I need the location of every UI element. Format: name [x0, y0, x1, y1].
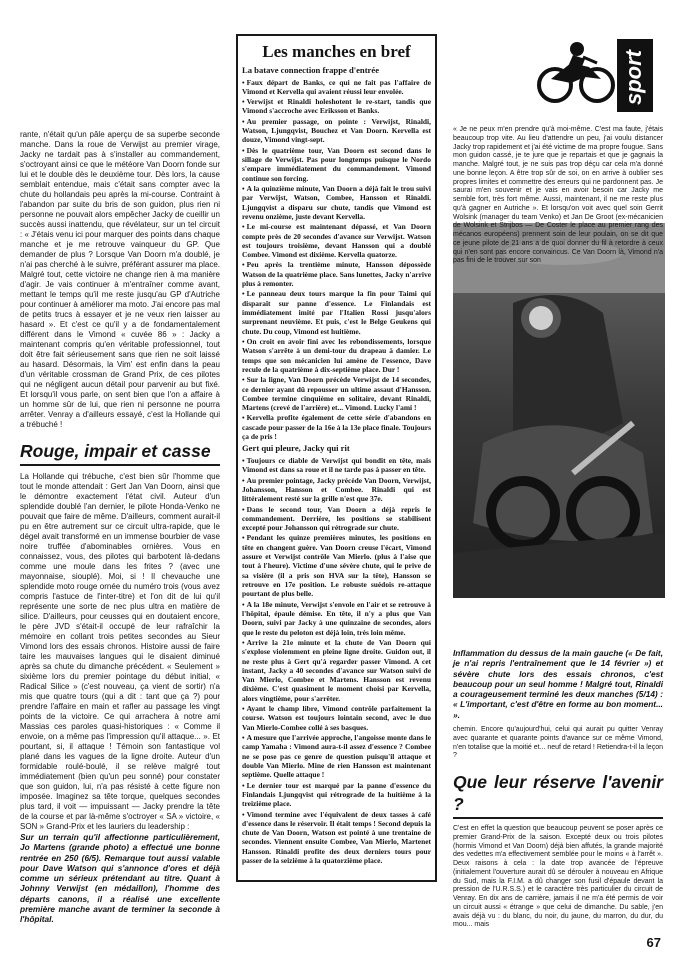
brief-item: • A la quinzième minute, Van Doorn a déjà fait le trou suivi par Verwijst, Watson, Combee, Hansson et Rinaldi. Ljungqvist a disparu sur chute, tandis que Vimond est revenu onzième, juste devant Kervella. — [242, 183, 431, 221]
brief-item: • Peu après la trentième minute, Hansson dépossède Watson de la quatrième place. Sans lunettes, Jacky n'arrive plus à remonter. — [242, 260, 431, 289]
brief-item: • Le dernier tour est marqué par la panne d'essence du Finlandais Ljungqvist qui rétrograde de la huitième à la treizième place. — [242, 780, 431, 809]
sport-logo — [531, 39, 655, 112]
brief-item: • Kervella profite également de cette série d'abandons en cascade pour passer de la 16e à la 13e place finale. Toujours ça de pris ! — [242, 413, 431, 442]
brief-item: • Au premier pointage, Jacky précède Van Doorn, Verwijst, Johansson, Hansson et Combee. Rinaldi qui est littéralement resté sur la grille n'est que 37e. — [242, 475, 431, 504]
sidebar-box-manches — [236, 34, 437, 882]
right-mid-paragraph: chemin. Encore qu'aujourd'hui, celui qui aurait pu quitter Venray avec quarante et quarante points d'avance sur ce même Vimond, n'en totalise que la moitié et... neuf de retard ! Retiendra-t-il la leçon ? — [453, 726, 663, 760]
brief-item: • Verwijst et Rinaldi holeshotent le re-start, tandis que Vimond s'accroche avec Eriksson et Banks. — [242, 97, 431, 116]
brief-item: • Ayant le champ libre, Vimond contrôle parfaitement la course. Watson est toujours lointain second, avec le duo Van Mierlo-Combee collé à ses basques. — [242, 704, 431, 732]
right-column — [453, 126, 663, 930]
page-number: 67 — [646, 935, 661, 950]
left-photo-caption: Sur un terrain qu'il affectionne particulièrement, Jo Martens (grande photo) a effectué une bonne rentrée en 250 (6/5). Remarque tout aussi valable pour Dave Watson qui s'annonce d'ores et déjà comme un sérieux prétendant au titre. Quant à Johnny Verwijst (en médaillon), l'homme des départs canons, il a réalisé une excellente première manche avant de terminer la seconde à l'hôpital. — [20, 832, 220, 925]
left-section-paragraph: La Hollande qui trébuche, c'est bien sûr l'homme que tout le monde attendait : Gert Jan Van Doorn, ainsi que le démontre exactement l'état civil. Auteur d'un splendide doublé l'an dernier, le pilote Honda-Venko ne pouvait que faire de même. D'ailleurs, comment aurait-il pu en être autrement sur ce circuit ultra-rapide, que le dégel avait transformé en un immense bourbier de vase noire truffée d'abominables ornières. Vous en connaissez, vous, des pilotes qui barbotent là-dedans comme une moule dans les frites ? (avec une mayonnaise, siouplé). Moi, si ! Il chevauche une splendide moto rouge ornée du numéro trois (vous avez compris l'astuce de l'inter-titre) et l'on dit de lui qu'il représente une sorte de nec plus ultra en matière de silice. D'ailleurs, pour ceusses qui en doutaient encore, le père JVD s'était-il occupé de leur rafraîchir la mémoire en collant trois petites secondes au Sieur Vimond lors des essais chronos. Histoire aussi de faire taire les mauvaises langues qui le disaient diminué après sa chute du dimanche précédent. « Seulement » sixième lors du premier pointage du début initial, « Radical Silice » (c'est nouveau, ça vient de sortir) n'a mis que quatre tours (qui a dit : tant que ça ?) pour prendre l'affaire en main et rafler au passage les vingt points de la victoire. Ce qui arrachera à notre ami Massias ces paroles quasi-historiques : « Comme il envoie, on a même pas l'impression qu'il attaque... ». Et pourtant, si, il attaque ! Témoin son fantastique vol plané dans les vagues de la ligne droite. Auteur d'un formidable roulé-boulé, il se relève malgré tout immédiatement (bien qu'un peu sonné) pour constater que son guidon, lui, n'a pas résisté à cette figure non imposée. Imaginez sa tête torque, quelques secondes plus tard, il voit — impuissant — Jacky prendre la tête de la course et par là-même s'octroyer « SA » victoire, « SON » Grand-Prix et les lauriers du leadership : — [20, 472, 220, 831]
section-title-rouge: Rouge, impair et casse — [20, 440, 220, 466]
box-title: Les manches en bref — [262, 42, 411, 61]
subsection-heading-2: Gert qui pleure, Jacky qui rit — [242, 443, 350, 454]
brief-item: • Sur la ligne, Van Doorn précède Verwijst de 14 secondes, ce dernier ayant dû repousser un ultime assaut d'Hansson. Combee termine cinquième en solitaire, devant Rinaldi, Martens (crevé de l'arrière) et... Vimond. Lucky l'ami ! — [242, 375, 431, 413]
brief-item: • On croit en avoir fini avec les rebondissements, lorsque Watson s'arrête à un demi-tour du drapeau à damier. Le temps que son mécanicien lui amène de l'essence, Dave recule de la quatrième à dix-septième place. Dur ! — [242, 336, 431, 374]
brief-item: • Dans le second tour, Van Doorn a déjà repris le commandement. Derrière, les positions se stabilisent excepté pour Johansson qui rétrograde sur chute. — [242, 504, 431, 533]
brief-item: • Toujours ce diable de Verwijst qui bondit en tête, mais Vimond est dans sa roue et il ne tarde pas à passer en tête. — [242, 455, 431, 475]
brief-item: • Vimond termine avec l'équivalent de deux tasses à café d'essence dans le réservoir. Il était temps ! Second depuis la chute de Van Doorn, Watson est pointé à une trentaine de secondes. Viennent ensuite Combee, Van Mierlo, Martenet Hansson. Rinaldi profite des deux derniers tours pour passer de la seizième à la quatorzième place. — [242, 809, 431, 866]
brief-item: • A la 18e minute, Verwijst s'envole en l'air et se retrouve à l'hôpital, épaule démise. En tête, il n'y a plus que Van Doorn, suivi par Jacky à une quinzaine de secondes, alors que le reste du peloton est déjà loin, très loin même. — [242, 599, 431, 637]
brief-item: • Le mi-course est maintenant dépassé, et Van Doorn compte près de 20 secondes d'avance sur Verwijst. Watson est toujours troisième, devant Hansson qui a doublé Combee. Vimond est dixième. Kervella quatorze. — [242, 222, 431, 260]
brief-item: • Au premier passage, on pointe : Verwijst, Rinaldi, Watson, Ljungqvist, Bouchez et Van Doorn. Kervella est douze, Vimond vingt-sept. — [242, 116, 431, 145]
sport-logo-text: sport — [621, 50, 646, 105]
brief-item: • Dès le quatrième tour, Van Doorn est second dans le sillage de Verwijst. Pas pour longtemps puisque le Nordo s'empare immédiatement du commandement. Vimond continue son forcing. — [242, 145, 431, 183]
left-column — [20, 130, 220, 925]
brief-item: • A mesure que l'arrivée approche, l'angoisse monte dans le camp Yamaha : Vimond aura-t-il assez d'essence ? Combee ne se pose pas ce genre de question puisqu'il attaque et double Van Mierlo. Mine de rien Hansson est maintenant septième. Quelle attaque ! — [242, 733, 431, 780]
brief-item: • Arrive la 21e minute et la chute de Van Doorn qui s'explose violemment en pleine ligne droite. Guidon out, il ne reste plus à Gert qu'à regarder passer Vimond. A cet instant, Jacky a 40 secondes d'avance sur Watson suivi de Van Mierlo, Combee et Martens. Hansson est revenu dixième. C'est quasiment le moment choisi par Kervella, alors vingtième, pour s'arrêter. — [242, 637, 431, 703]
right-photo-caption: Inflammation du dessus de la main gauche (« De fait, je n'ai repris l'entraînement que le 14 février ») et sévère chute lors des essais chronos, c'est beaucoup pour un seul homme ! Malgré tout, Rinaldi a courageusement terminé les deux manches (5/14) : « L'important, c'est d'être en forme au bon moment... ». — [453, 648, 663, 720]
brief-item: • Pendant les quinze premières minutes, les positions en tête en changent guère. Van Doorn creuse l'écart, Vimond assure et Verwijst contrôle Van Mierlo. (plus à l'aise que tout à l'heure). Victime d'une sévère chute, qui le prive de sa visière (il a pris son HVA sur la tête), Hansson se retrouve en 17e position. Le robuste suédois re-attaque pourtant de plus belle. — [242, 533, 431, 599]
right-top-paragraph: « Je ne peux m'en prendre qu'à moi-même. C'est ma faute, j'étais beaucoup trop vite. Au lieu d'attendre un peu, j'ai voulu distancer Jacky trop rapidement et j'ai été victime de ma propre fougue. Sans mon guidon cassé, je te jure que je repartais et que je gagnais la manche. Malgré tout, je ne suis pas trop déçu car cela m'a donné une bonne leçon. A être trop sûr de soi, on en arrive à oublier ses propres limites et commettre des erreurs qui ne pardonnent pas. Je saurai m'en souvenir et je vais en avoir besoin car Jacky me semble fort, très fort même. Aussi, maintenant, il ne me reste plus qu'à gagner en Autriche ». Et lorsqu'on voit avec quel soin Gerrit Wolsink (manager du team Venko) et Jan De Groot (ex-mécanicien de Wolsink et Strijbos — De Coster le place au premier rang des mécanos européens) prennent soin de leur poulain, on se dit que ce jeune pilote de 21 ans a de quoi donner du fil à retordre à ceux qui n'en sont pas encore convaincus. Ce Van Doorn là, Vimond n'a pas fini de le trouver sur son — [453, 126, 663, 265]
motocross-rider-icon — [531, 39, 655, 112]
right-bottom-paragraph: C'est en effet la question que beaucoup peuvent se poser après ce premier Grand-Prix de la saison. Excepté deux ou trois pilotes (hormis Vimond et Van Doorn) déjà bien affutés, la grande majorité des vedettes m'a effectivement semblée pour le moins « à l'arrêt ». Deux raisons à cela : la date trop avancée de l'épreuve (initialement l'ouverture aurait dû se dérouler à nouveau en Afrique du Sud, mais la F.I.M. a dû changer son fusil d'épaule devant la pression de l'U.R.S.S.) et le caractère très particulier du circuit de Venray. En dix ans de carrière, jamais il ne m'a été permis de voir un circuit aussi « étrange » que celui de dimanche. Du sable, j'en avais déjà vu : du blanc, du noir, du jaune, du marron, du dur, du mou... mais — [453, 825, 663, 929]
section-title-avenir: Que leur réserve l'avenir ? — [453, 771, 663, 819]
subsection-heading-1: La batave connection frappe d'entrée — [242, 65, 380, 75]
brief-item: • Le panneau deux tours marque la fin pour Taimi qui disparaît sur panne d'essence. Le Finlandais est immédiatement imité par l'Italien Rossi jusqu'alors surprenant neuvième. Et puis, c'est le Belge Geukens qui chute. Du coup, Vimond est huitième. — [242, 289, 431, 336]
left-paragraph: rante, n'était qu'un pâle aperçu de sa superbe seconde manche. Dans la roue de Verwijst au premier virage, Jacky ne tardait pas à s'installer au commandement, s'octroyant ainsi ce que le météore Van Doorn fonde sur lui et le double dès le deuxième tour. Dès lors, la cause semblait entendue, mais c'était sans compter avec la chute du hollandais peu après la mi-course. Contraint à l'abandon par suite du bris de son guidon, plus rien ni personne ne pouvait alors empêcher Jacky de cueillir un succès aussi inattendu, que révélateur, sur un tel circuit : « J'étais venu ici pour marquer des points dans chaque manche et je me retrouve vainqueur du GP. Que demander de plus ? Lorsque Van Doorn m'a doublé, je n'ai pas cherché à le suivre, préférant assurer ma place. Malgré tout, cette victoire ne change rien à ma manière d'agir. Je vais continuer à m'entraîner comme avant, mettant le temps qu'il me reste jusqu'au GP d'Autriche pour continuer à améliorer ma moto. J'ai encore pas mal de petits trucs à essayer et je ne veux rien laisser au hasard ». Et c'est ce qu'il y a de fondamentalement différent dans le Vimond « cuvée 86 » : Jacky a maintenant compris qu'en véritable professionnel, tout doit être fait sérieusement sans que rien ne soit laissé au hasard. Désormais, la Vim' est enfin dans la peau d'un véritable crossman de Grand Prix, de ces pilotes qui ne négligent aucun détail pour parvenir au but fixé. Et lorsqu'il vous parle, on sent bien que l'on a affaire à un homme sûr de lui, que rien ni personne ne pourra arrêter. Venray a d'ailleurs essayé, c'est la Hollande qui a trébuché ! — [20, 130, 220, 429]
brief-item: • Faux départ de Banks, ce qui ne fait pas l'affaire de Vimond et Kervella qui avaient réussi leur envolée. — [242, 77, 431, 96]
box-body — [242, 65, 431, 865]
